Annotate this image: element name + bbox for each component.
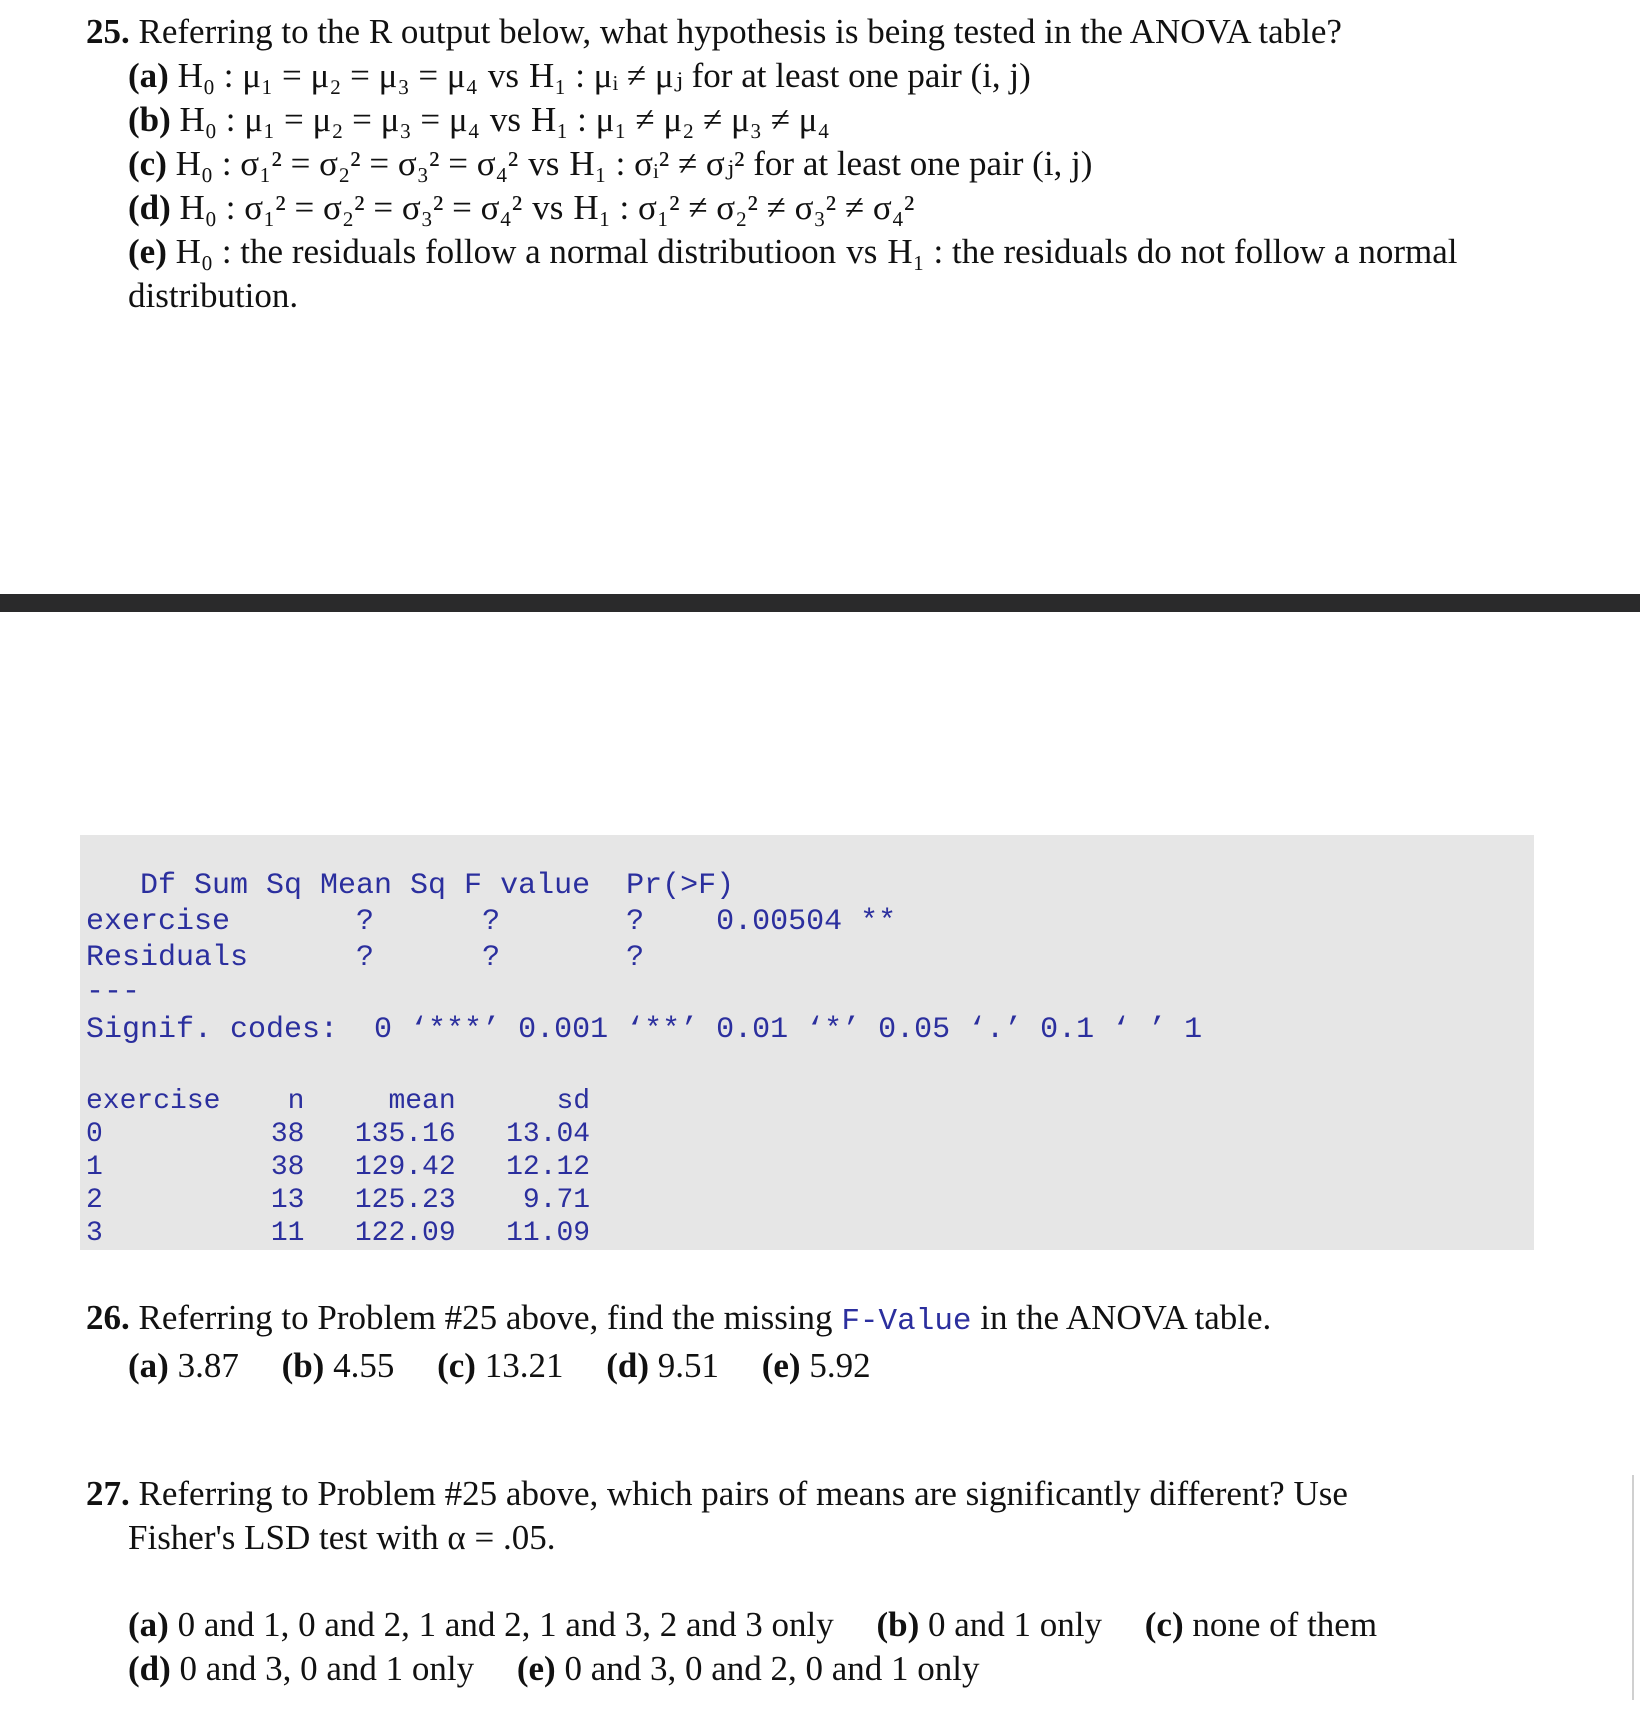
option-label: (a) bbox=[128, 1605, 169, 1644]
option-text: 3.87 bbox=[177, 1346, 239, 1385]
option-text: 13.21 bbox=[484, 1346, 564, 1385]
page-edge-rule bbox=[1632, 1475, 1634, 1700]
option-label: (b) bbox=[128, 100, 171, 139]
question-25 bbox=[86, 10, 1548, 318]
stats-row: 0 38 135.16 13.04 bbox=[86, 1119, 591, 1150]
question-26 bbox=[86, 1296, 1271, 1388]
question-prompt: Referring to the R output below, what hypothesis is being tested in the ANOVA table? bbox=[138, 12, 1342, 51]
option-label: (a) bbox=[128, 56, 169, 95]
question-27-prompt-line bbox=[86, 1472, 1348, 1516]
r-output-block bbox=[80, 835, 1534, 1250]
stats-row: 3 11 122.09 11.09 bbox=[86, 1218, 591, 1249]
option-text: 9.51 bbox=[657, 1346, 719, 1385]
stats-row: 1 38 129.42 12.12 bbox=[86, 1152, 591, 1183]
question-number: 25. bbox=[86, 12, 130, 51]
option-label: (d) bbox=[128, 1649, 171, 1688]
option-25a bbox=[86, 54, 1548, 98]
option-25d bbox=[86, 186, 1548, 230]
option-label: (b) bbox=[876, 1605, 920, 1644]
alt-hypothesis: H₁ : μᵢ ≠ μⱼ for at least one pair (i, j) bbox=[528, 56, 1031, 95]
option-26e bbox=[762, 1346, 871, 1385]
alt-hypothesis: H₁ : σᵢ² ≠ σⱼ² for at least one pair (i, j) bbox=[569, 144, 1093, 183]
option-25b bbox=[86, 98, 1548, 142]
question-26-prompt-line bbox=[86, 1296, 1271, 1344]
option-26a bbox=[128, 1346, 239, 1385]
anova-row-exercise: exercise ? ? ? 0.00504 ** bbox=[86, 905, 897, 939]
question-27-options-row-1 bbox=[86, 1603, 1411, 1647]
question-number: 27. bbox=[86, 1474, 130, 1513]
question-prompt-end: in the ANOVA table. bbox=[980, 1298, 1272, 1337]
option-label: (d) bbox=[606, 1346, 649, 1385]
output-separator: --- bbox=[86, 975, 141, 1009]
vs-text: vs bbox=[846, 232, 878, 271]
stats-row: 2 13 125.23 9.71 bbox=[86, 1185, 591, 1216]
question-prompt: Referring to Problem #25 above, which pairs of means are significantly different? Use bbox=[138, 1474, 1348, 1513]
null-hypothesis: H₀ : μ₁ = μ₂ = μ₃ = μ₄ bbox=[177, 56, 478, 95]
option-25e bbox=[86, 230, 1548, 318]
question-number: 26. bbox=[86, 1298, 130, 1337]
option-label: (e) bbox=[761, 1346, 801, 1385]
question-27-options-row-2 bbox=[86, 1647, 1411, 1691]
vs-text: vs bbox=[528, 144, 560, 183]
option-label: (e) bbox=[516, 1649, 556, 1688]
option-27e bbox=[517, 1649, 980, 1688]
option-label: (c) bbox=[1144, 1605, 1184, 1644]
anova-header: Df Sum Sq Mean Sq F value Pr(>F) bbox=[86, 869, 735, 903]
question-prompt: Referring to Problem #25 above, find the missing bbox=[138, 1298, 833, 1337]
option-26c bbox=[437, 1346, 563, 1385]
question-25-prompt-line bbox=[86, 10, 1548, 54]
option-26d bbox=[606, 1346, 719, 1385]
alt-hypothesis: H₁ : the residuals do not follow a normal distribution. bbox=[128, 232, 1458, 315]
alt-hypothesis: H₁ : σ₁² ≠ σ₂² ≠ σ₃² ≠ σ₄² bbox=[573, 188, 915, 227]
option-label: (c) bbox=[437, 1346, 476, 1385]
question-27 bbox=[86, 1472, 1348, 1560]
section-divider bbox=[0, 594, 1640, 612]
option-25c bbox=[86, 142, 1548, 186]
null-hypothesis: H₀ : σ₁² = σ₂² = σ₃² = σ₄² bbox=[179, 188, 523, 227]
option-label: (d) bbox=[128, 188, 171, 227]
option-27b bbox=[876, 1605, 1102, 1644]
option-label: (a) bbox=[128, 1346, 169, 1385]
option-26b bbox=[282, 1346, 395, 1385]
option-text: 4.55 bbox=[333, 1346, 395, 1385]
f-value-code: F-Value bbox=[841, 1304, 972, 1339]
vs-text: vs bbox=[489, 100, 521, 139]
vs-text: vs bbox=[487, 56, 519, 95]
question-27-prompt-line-2: Fisher's LSD test with α = .05. bbox=[128, 1518, 556, 1557]
option-text: 5.92 bbox=[809, 1346, 871, 1385]
vs-text: vs bbox=[532, 188, 564, 227]
alt-hypothesis: H₁ : μ₁ ≠ μ₂ ≠ μ₃ ≠ μ₄ bbox=[530, 100, 830, 139]
option-text: 0 and 3, 0 and 2, 0 and 1 only bbox=[564, 1649, 980, 1688]
question-26-options bbox=[86, 1344, 1271, 1388]
null-hypothesis: H₀ : the residuals follow a normal distributioon bbox=[175, 232, 837, 271]
option-text: 0 and 3, 0 and 1 only bbox=[179, 1649, 475, 1688]
anova-row-residuals: Residuals ? ? ? bbox=[86, 941, 645, 975]
stats-header: exercise n mean sd bbox=[86, 1086, 591, 1117]
option-27d bbox=[128, 1649, 474, 1688]
option-label: (e) bbox=[128, 232, 167, 271]
null-hypothesis: H₀ : μ₁ = μ₂ = μ₃ = μ₄ bbox=[179, 100, 480, 139]
option-27c bbox=[1145, 1605, 1377, 1644]
option-text: 0 and 1, 0 and 2, 1 and 2, 1 and 3, 2 and 3 only bbox=[177, 1605, 834, 1644]
option-27a bbox=[128, 1605, 834, 1644]
option-text: none of them bbox=[1192, 1605, 1378, 1644]
null-hypothesis: H₀ : σ₁² = σ₂² = σ₃² = σ₄² bbox=[175, 144, 519, 183]
option-text: 0 and 1 only bbox=[928, 1605, 1103, 1644]
signif-codes: Signif. codes: 0 ‘***’ 0.001 ‘**’ 0.01 ‘*’ 0.05 ‘.’ 0.1 ‘ ’ 1 bbox=[86, 1013, 1203, 1047]
option-label: (b) bbox=[281, 1346, 325, 1385]
question-27-options bbox=[86, 1603, 1411, 1691]
option-label: (c) bbox=[128, 144, 167, 183]
